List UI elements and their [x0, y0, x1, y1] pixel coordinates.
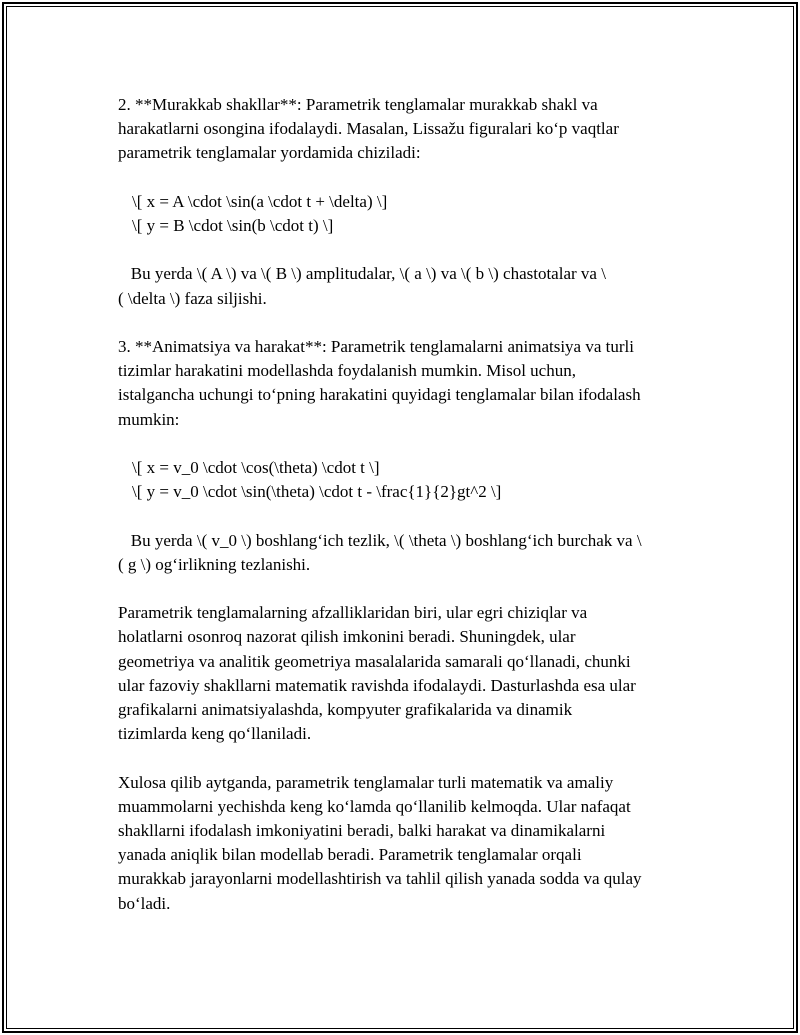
advantages-paragraph	[118, 601, 688, 746]
text-line: tizimlarda keng qo‘llaniladi.	[118, 724, 312, 744]
text-line: 3. **Animatsiya va harakat**: Parametrik tenglamalarni animatsiya va turli	[118, 336, 634, 356]
text-line: ( \delta \) faza siljishi.	[118, 288, 267, 308]
text-line: harakatlarni osongina ifodalaydi. Masalan, Lissažu figuralari ko‘p vaqtlar	[118, 119, 619, 139]
text-line: grafikalarni animatsiyalashda, kompyuter grafikalarida va dinamik	[118, 699, 573, 719]
text-line: holatlarni osonroq nazorat qilish imkonini beradi. Shuningdek, ular	[118, 627, 576, 647]
text-line: geometriya va analitik geometriya masalalarida samarali qo‘llanadi, chunki	[118, 651, 631, 671]
text-line: Parametrik tenglamalarning afzalliklaridan biri, ular egri chiziqlar va	[118, 603, 588, 623]
text-line: ( g \) og‘irlikning tezlanishi.	[118, 554, 311, 574]
text-line: ular fazoviy shakllarni matematik ravishda ifodalaydi. Dasturlashda esa ular	[118, 675, 636, 695]
formula-line: \[ x = A \cdot \sin(a \cdot t + \delta) \]	[132, 191, 388, 211]
text-line: 2. **Murakkab shakllar**: Parametrik tenglamalar murakkab shakl va	[118, 95, 598, 114]
item-2-intro	[118, 93, 688, 166]
text-line: parametrik tenglamalar yordamida chiziladi:	[118, 143, 421, 163]
text-line: muammolarni yechishda keng ko‘lamda qo‘llanilib kelmoqda. Ular nafaqat	[118, 796, 631, 816]
formula-line: \[ y = B \cdot \sin(b \cdot t) \]	[132, 216, 334, 235]
text-line: shakllarni ifodalash imkoniyatini beradi, balki harakat va dinamikalarni	[118, 820, 606, 840]
text-line: yanada aniqlik bilan modellab beradi. Parametrik tenglamalar orqali	[118, 845, 582, 865]
text-line: Xulosa qilib aytganda, parametrik tenglamalar turli matematik va amaliy	[118, 772, 614, 792]
text-line: istalgancha uchungi to‘pning harakatini quyidagi tenglamalar bilan ifodalash	[118, 385, 641, 405]
text-line: Bu yerda \( v_0 \) boshlang‘ich tezlik, \( \theta \) boshlang‘ich burchak va \	[118, 530, 642, 550]
item-3-intro	[118, 335, 688, 432]
conclusion-paragraph	[118, 771, 688, 916]
formula-projectile	[118, 456, 688, 504]
projectile-explanation	[118, 529, 688, 577]
text-line: Bu yerda \( A \) va \( B \) amplitudalar, \( a \) va \( b \) chastotalar va \	[118, 264, 606, 284]
text-line: bo‘ladi.	[118, 893, 171, 913]
document-body	[118, 93, 688, 916]
text-line: tizimlar harakatini modellashda foydalanish mumkin. Misol uchun,	[118, 361, 576, 381]
formula-lissajous	[118, 190, 688, 238]
text-line: murakkab jarayonlarni modellashtirish va tahlil qilish yanada sodda va qulay	[118, 869, 642, 889]
text-line: mumkin:	[118, 409, 180, 429]
formula-line: \[ y = v_0 \cdot \sin(\theta) \cdot t - \frac{1}{2}gt^2 \]	[132, 482, 502, 502]
formula-line: \[ x = v_0 \cdot \cos(\theta) \cdot t \]	[132, 457, 380, 477]
lissajous-explanation	[118, 262, 688, 310]
